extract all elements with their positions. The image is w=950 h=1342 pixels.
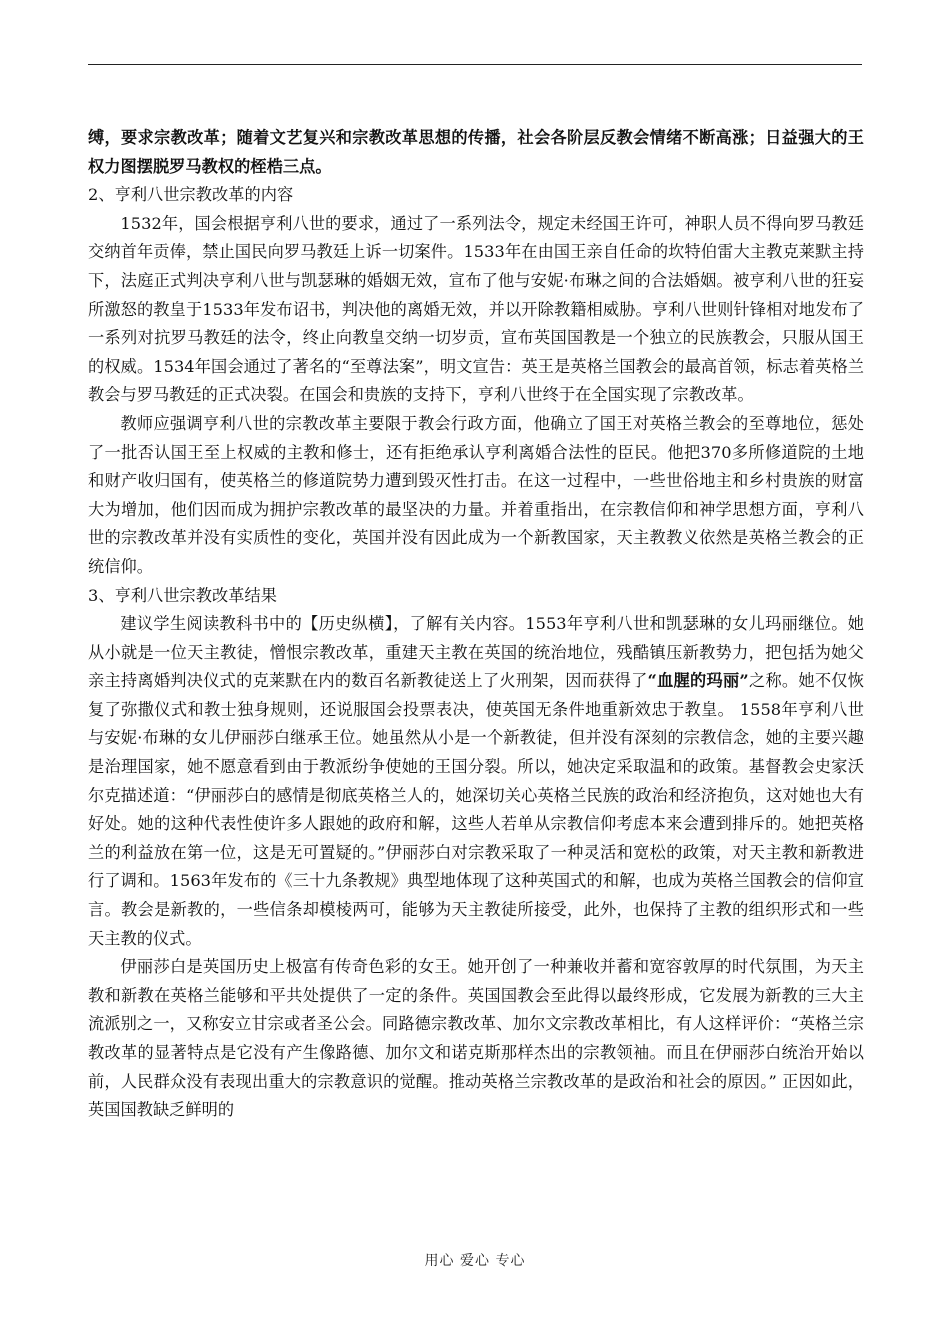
document-body (88, 124, 864, 1125)
section-3-paragraph-2: 伊丽莎白是英国历史上极富有传奇色彩的女王。她开创了一种兼收并蓄和宽容敦厚的时代氛围，为天主教和新教在英格兰能够和平共处提供了一定的条件。英国国教会至此得以最终形成，它发展为新教的三大主流派别之一，又称安立甘宗或者圣公会。同路德宗教改革、加尔文宗教改革相比，有人这样评价：“英格兰宗教改革的显著特点是它没有产生像路德、加尔文和诺克斯那样杰出的宗教领袖。而且在伊丽莎白统治开始以前，人民群众没有表现出重大的宗教意识的觉醒。推动英格兰宗教改革的是政治和社会的原因。” 正因如此，英国国教缺乏鲜明的 (88, 957, 864, 1120)
section-2-paragraph-1: 1532年，国会根据亨利八世的要求，通过了一系列法令，规定未经国王许可，神职人员不得向罗马教廷交纳首年贡俸，禁止国民向罗马教廷上诉一切案件。1533年在由国王亲自任命的坎特伯雷大主教克莱默主持下，法庭正式判决亨利八世与凯瑟琳的婚姻无效，宣布了他与安妮·布琳之间的合法婚姻。被亨利八世的狂妄所激怒的教皇于1533年发布诏书，判决他的离婚无效，并以开除教籍相威胁。亨利八世则针锋相对地发布了一系列对抗罗马教廷的法令，终止向教皇交纳一切岁贡，宣布英国国教是一个独立的民族教会，只服从国王的权威。1534年国会通过了著名的“至尊法案”，明文宣告：英王是英格兰国教会的最高首领，标志着英格兰教会与罗马教廷的正式决裂。在国会和贵族的支持下，亨利八世终于在全国实现了宗教改革。 (88, 213, 864, 405)
intro-paragraph: 缚，要求宗教改革；随着文艺复兴和宗教改革思想的传播，社会各阶层反教会情绪不断高涨；日益强大的王权力图摆脱罗马教权的桎梏三点。 (88, 128, 864, 176)
section-3-heading: 3、亨利八世宗教改革结果 (88, 585, 277, 605)
header-rule (88, 64, 862, 65)
page-footer: 用心 爱心 专心 (424, 1253, 526, 1269)
section-3-paragraph-1-part-a: 建议学生阅读教科书中的【历史纵横】，了解有关内容。1553年亨利八世和凯瑟琳的女儿玛丽继位。她从小就是一位天主教徒，憎恨宗教改革，重建天主教在英国的统治地位，残酷镇压新教势力，把包括为她父亲主持离婚判决仪式的克莱默在内的数百名新教徒送上了火刑架，因而获得了 (88, 614, 864, 691)
section-2-heading: 2、亨利八世宗教改革的内容 (88, 185, 294, 205)
section-3-paragraph-1-part-b: 之称。她不仅恢复了弥撒仪式和教士独身规则，还说服国会投票表决，使英国无条件地重新效忠于教皇。 1558年亨利八世与安妮·布琳的女儿伊丽莎白继承王位。她虽然从小是一个新教徒，但并没有深刻的宗教信念，她的主要兴趣是治理国家，她不愿意看到由于教派纷争使她的王国分裂。所以，她决定采取温和的政策。基督教会史家沃尔克描述道：“伊丽莎白的感情是彻底英格兰人的，她深切关心英格兰民族的政治和经济抱负，这对她也大有好处。她的这种代表性使许多人跟她的政府和解，这些人若单从宗教信仰考虑本来会遭到排斥的。她把英格兰的利益放在第一位，这是无可置疑的。”伊丽莎白对宗教采取了一种灵活和宽松的政策，对天主教和新教进行了调和。1563年发布的《三十九条教规》典型地体现了这种英国式的和解，也成为英格兰国教会的信仰宣言。教会是新教的，一些信条却模棱两可，能够为天主教徒所接受，此外，也保持了主教的组织形式和一些天主教的仪式。 (88, 671, 864, 948)
section-2-paragraph-2: 教师应强调亨利八世的宗教改革主要限于教会行政方面，他确立了国王对英格兰教会的至尊地位，惩处了一批否认国王至上权威的主教和修士，还有拒绝承认亨利离婚合法性的臣民。他把370多所修道院的土地和财产收归国有，使英格兰的修道院势力遭到毁灭性打击。在这一过程中，一些世俗地主和乡村贵族的财富大为增加，他们因而成为拥护宗教改革的最坚决的力量。并着重指出，在宗教信仰和神学思想方面，亨利八世的宗教改革并没有实质性的变化，英国并没有因此成为一个新教国家，天主教教义依然是英格兰教会的正统信仰。 (88, 413, 864, 576)
section-3-paragraph-1 (88, 610, 864, 953)
bloody-mary-emphasis: “血腥的玛丽” (647, 671, 749, 691)
